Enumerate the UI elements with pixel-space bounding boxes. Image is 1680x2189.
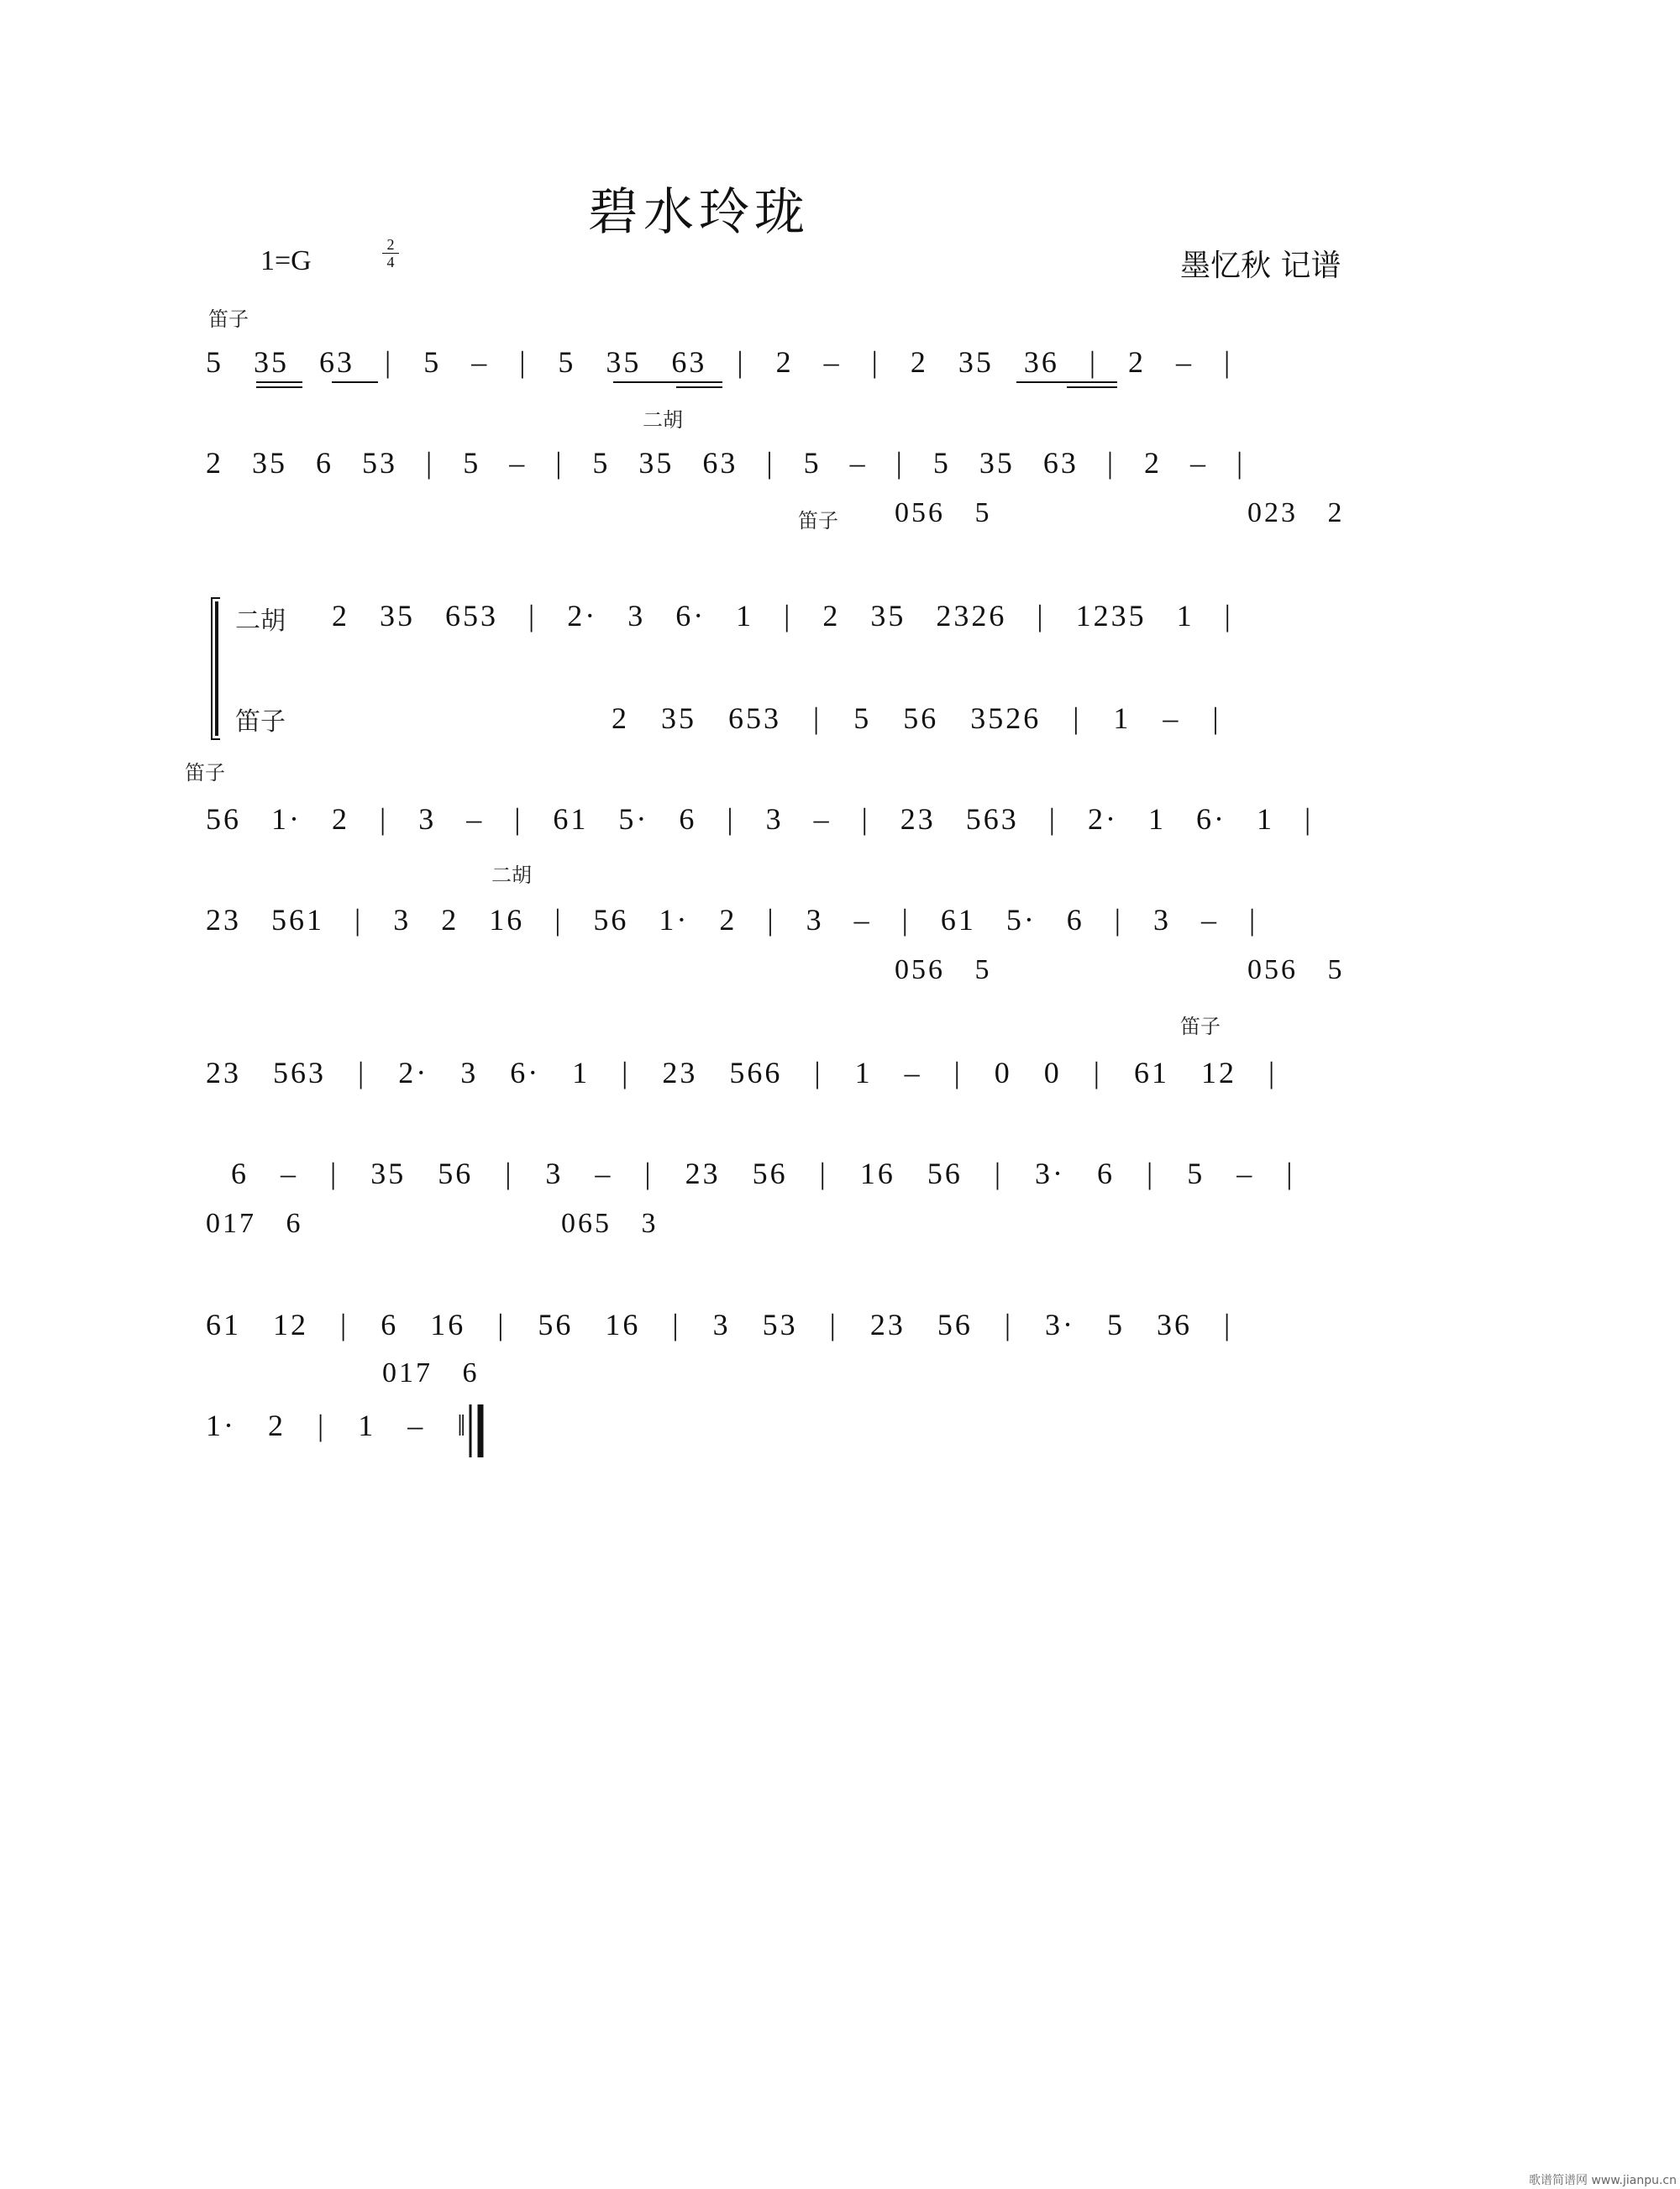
time-signature-top: 2 [386, 236, 395, 253]
instrument-label-dizi: 笛子 [185, 761, 225, 785]
score-title: 碧水玲珑 [588, 183, 810, 242]
instrument-label-dizi: 笛子 [235, 707, 286, 737]
score-line-2-counter-a: 056 5 [895, 497, 992, 528]
instrument-label-dizi: 笛子 [1180, 1015, 1221, 1038]
watermark: 歌谱简谱网 www.jianpu.cn [1529, 2174, 1677, 2187]
score-line-2: 2 35 6 53 | 5 – | 5 35 63 | 5 – | 5 35 63 | 2 – | [206, 446, 1246, 480]
instrument-label-erhu: 二胡 [643, 408, 683, 432]
key-signature: 1=G [260, 245, 312, 276]
score-line-1: 5 35 63 | 5 – | 5 35 63 | 2 – | 2 35 36 | 2 – | [206, 345, 1233, 379]
score-line-7-counter-b: 065 3 [561, 1208, 659, 1239]
score-line-3-erhu: 2 35 653 | 2· 3 6· 1 | 2 35 2326 | 1235 1 | [332, 599, 1233, 633]
score-line-5: 23 561 | 3 2 16 | 56 1· 2 | 3 – | 61 5· 6 | 3 – | [206, 903, 1258, 937]
score-line-8: 61 12 | 6 16 | 56 16 | 3 53 | 23 56 | 3· 5 36 | [206, 1308, 1233, 1341]
score-line-4: 56 1· 2 | 3 – | 61 5· 6 | 3 – | 23 563 | 2· 1 6· 1 | [206, 802, 1314, 836]
score-line-9: 1· 2 | 1 – ‖ [206, 1409, 469, 1442]
score-line-3-dizi: 2 35 653 | 5 56 3526 | 1 – | [612, 701, 1221, 735]
transcriber-credit: 墨忆秋 记谱 [1180, 249, 1341, 283]
score-line-5-counter-b: 056 5 [1247, 954, 1345, 985]
score-line-7-counter-a: 017 6 [206, 1208, 303, 1239]
instrument-label-dizi: 笛子 [208, 307, 249, 331]
instrument-label-erhu: 二胡 [491, 864, 532, 887]
score-line-2-counter-b: 023 2 [1247, 497, 1345, 528]
instrument-label-dizi: 笛子 [798, 509, 838, 533]
score-line-7: 6 – | 35 56 | 3 – | 23 56 | 16 56 | 3· 6 | 5 – | [231, 1157, 1295, 1190]
score-line-5-counter-a: 056 5 [895, 954, 992, 985]
instrument-label-erhu: 二胡 [235, 606, 286, 636]
score-line-8-counter: 017 6 [382, 1357, 480, 1388]
score-line-6: 23 563 | 2· 3 6· 1 | 23 566 | 1 – | 0 0 | 61 12 | [206, 1056, 1278, 1089]
time-signature-bottom: 4 [386, 254, 395, 270]
